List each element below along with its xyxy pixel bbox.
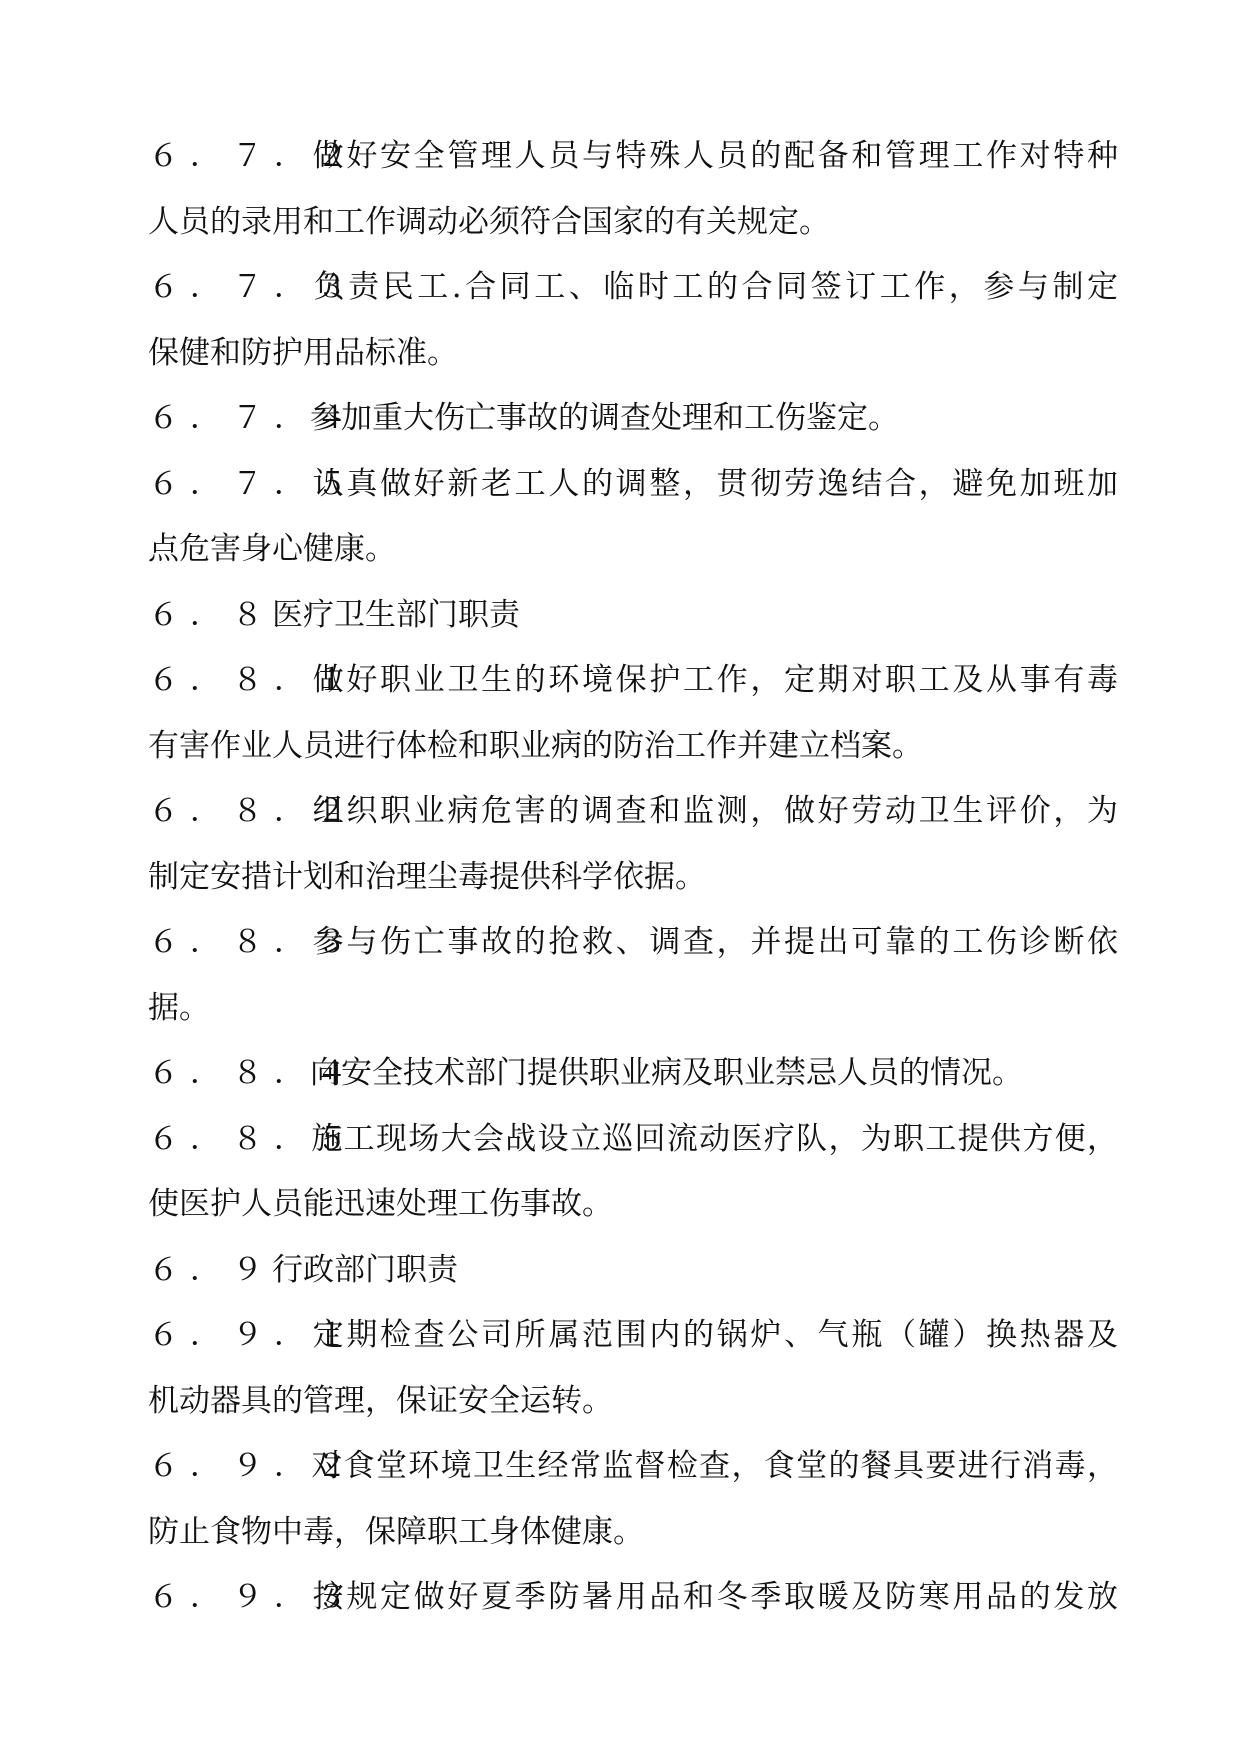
clause-text: 对食堂环境卫生经常监督检查，食堂的餐具要进行消毒， <box>310 1448 1118 1484</box>
document-page <box>148 124 1118 1631</box>
clause-text: 点危害身心健康。 <box>148 531 396 567</box>
clause-text: 认真做好新老工人的调整，贯彻劳逸结合，避免加班加 <box>310 465 1118 502</box>
clause-text: 向安全技术部门提供职业病及职业禁忌人员的情况。 <box>310 1055 1023 1091</box>
clause-line <box>148 779 1118 845</box>
clause-line <box>148 386 1118 452</box>
section-number: ６．８ <box>148 596 274 633</box>
clause-text: 制定安措计划和治理尘毒提供科学依据。 <box>148 858 706 895</box>
continuation-line <box>148 321 1118 387</box>
clause-text: 做好职业卫生的环境保护工作，定期对职工及从事有毒 <box>310 662 1118 698</box>
clause-text: 做好安全管理人员与特殊人员的配备和管理工作对特种 <box>310 138 1118 174</box>
continuation-line <box>148 976 1118 1042</box>
clause-line <box>148 1041 1118 1107</box>
clause-text: 据。 <box>148 989 210 1026</box>
clause-text: 使医护人员能迅速处理工伤事故。 <box>148 1186 613 1222</box>
clause-line <box>148 124 1118 190</box>
clause-number: ６．８．２ <box>148 793 358 829</box>
clause-number: ６．８．３ <box>148 924 358 960</box>
clause-number: ６．７．４ <box>148 400 358 436</box>
clause-line <box>148 1238 1118 1304</box>
clause-line <box>148 1303 1118 1369</box>
clause-number: ６．７．５ <box>148 465 358 502</box>
clause-line <box>148 255 1118 321</box>
clause-text: 负责民工.合同工、临时工的合同签订工作，参与制定 <box>310 269 1118 305</box>
clause-number: ６．８．１ <box>148 662 358 698</box>
clause-text: 参与伤亡事故的抢救、调查，并提出可靠的工伤诊断依 <box>310 924 1118 960</box>
clause-text: 按规定做好夏季防暑用品和冬季取暖及防寒用品的发放 <box>310 1579 1118 1615</box>
clause-number: ６．９．３ <box>148 1579 358 1615</box>
clause-line <box>148 648 1118 714</box>
clause-line <box>148 583 1118 649</box>
clause-line <box>148 1107 1118 1173</box>
continuation-line <box>148 190 1118 256</box>
section-number: ６．９ <box>148 1251 274 1288</box>
continuation-line <box>148 1172 1118 1238</box>
clause-number: ６．７．３ <box>148 269 358 305</box>
continuation-line <box>148 517 1118 583</box>
clause-text: 参加重大伤亡事故的调查处理和工伤鉴定。 <box>310 400 899 436</box>
clause-number: ６．９．１ <box>148 1317 358 1353</box>
clause-line <box>148 910 1118 976</box>
clause-text: 保健和防护用品标准。 <box>148 334 458 371</box>
section-title: 医疗卫生部门职责 <box>272 596 520 633</box>
continuation-line <box>148 845 1118 911</box>
clause-number: ６．９．２ <box>148 1448 358 1484</box>
clause-text: 施工现场大会战设立巡回流动医疗队，为职工提供方便， <box>310 1120 1118 1157</box>
clause-text: 有害作业人员进行体检和职业病的防治工作并建立档案。 <box>148 727 923 764</box>
clause-line <box>148 452 1118 518</box>
clause-text: 组织职业病危害的调查和监测，做好劳动卫生评价，为 <box>310 793 1118 829</box>
clause-text: 防止食物中毒，保障职工身体健康。 <box>148 1513 644 1550</box>
clause-text: 人员的录用和工作调动必须符合国家的有关规定。 <box>148 203 830 240</box>
clause-number: ６．７．２ <box>148 138 358 174</box>
clause-text: 机动器具的管理，保证安全运转。 <box>148 1382 613 1419</box>
continuation-line <box>148 714 1118 780</box>
clause-number: ６．８．４ <box>148 1055 358 1091</box>
continuation-line <box>148 1369 1118 1435</box>
clause-text: 定期检查公司所属范围内的锅炉、气瓶（罐）换热器及 <box>310 1317 1118 1353</box>
section-title: 行政部门职责 <box>272 1251 458 1288</box>
clause-line <box>148 1565 1118 1631</box>
clause-number: ６．８．５ <box>148 1120 358 1157</box>
continuation-line <box>148 1500 1118 1566</box>
clause-line <box>148 1434 1118 1500</box>
